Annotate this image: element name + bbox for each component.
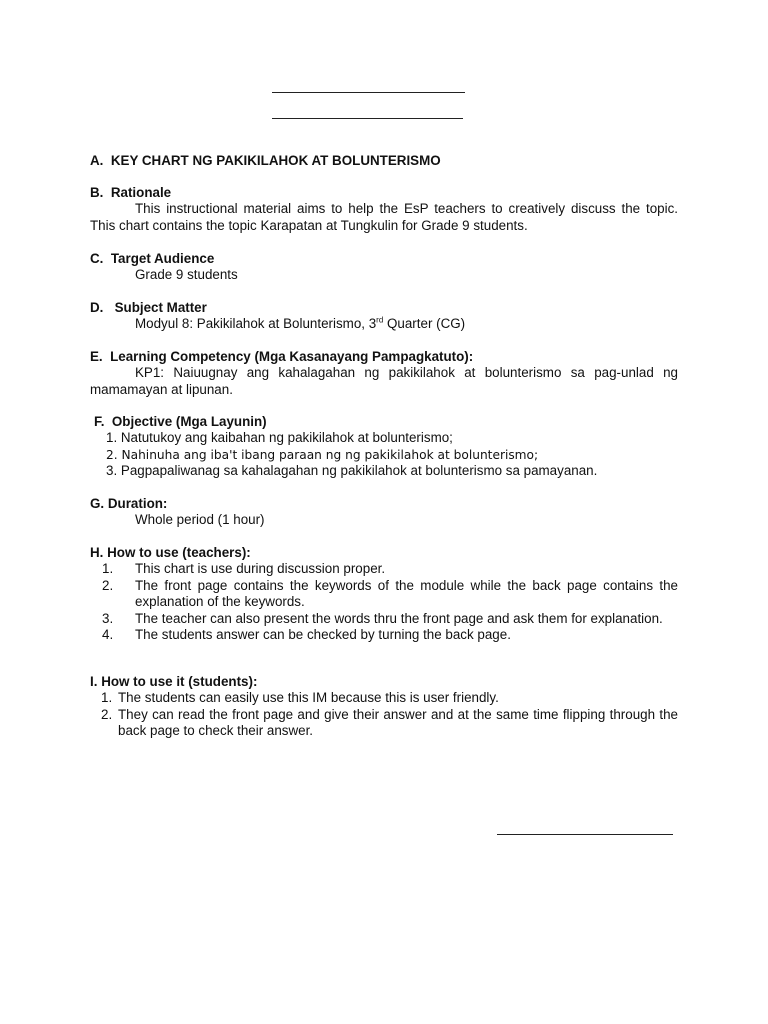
duration-text: Whole period (1 hour) (135, 512, 265, 528)
student-step-number: 2. (101, 706, 113, 722)
section-c-heading (90, 251, 678, 267)
section-h-title: How to use (teachers): (107, 545, 251, 560)
section-c-label: C. (90, 251, 104, 266)
teacher-step-number: 2. (102, 577, 114, 593)
objective-item-2: 2. Nahinuha ang iba't ibang paraan ng ng pakikilahok at bolunterismo; (106, 447, 539, 462)
section-e-title: Learning Competency (Mga Kasanayang Pampagkatuto): (110, 349, 474, 364)
section-b (90, 185, 678, 234)
ordinal-suffix: rd (376, 315, 384, 325)
blank-line-name (272, 92, 465, 93)
teacher-step-text: This chart is use during discussion proper. (135, 561, 386, 577)
section-f (90, 414, 678, 480)
section-a-heading (90, 153, 678, 169)
teacher-step (90, 561, 678, 577)
objective-item-3: 3. Pagpapaliwanag sa kahalagahan ng pakikilahok at bolunterismo sa pamayanan. (106, 463, 598, 479)
teacher-step-text: The teacher can also present the words thru the front page and ask them for explanation. (135, 610, 663, 626)
section-i-title: How to use it (students): (101, 674, 258, 689)
section-c (90, 251, 678, 284)
student-step (90, 707, 678, 740)
section-c-title: Target Audience (110, 251, 215, 266)
teacher-step-text: The students answer can be checked by turning the back page. (135, 627, 511, 643)
section-f-title: Objective (Mga Layunin) (111, 414, 267, 429)
subject-matter-main: Modyul 8: Pakikilahok at Bolunterismo, 3 (135, 316, 377, 332)
section-g-label: G. (90, 496, 105, 511)
section-a-label: A. (90, 153, 104, 168)
section-h-label: H. (90, 545, 104, 560)
section-h (90, 545, 678, 643)
section-d-title: Subject Matter (114, 300, 207, 315)
section-i-heading (90, 674, 678, 690)
teacher-step (90, 627, 678, 643)
section-d-heading (90, 300, 678, 316)
teacher-step (90, 611, 678, 627)
rationale-text: This instructional material aims to help the EsP teachers to creatively discuss the topic. This chart contains the topic Karapatan at Tungkulin for Grade 9 students. (90, 201, 678, 233)
learning-competency-text: KP1: Naiuugnay ang kahalagahan ng pakikilahok at bolunterismo sa pag-unlad ng mamamayan at lipunan. (90, 365, 678, 397)
teacher-step-number: 1. (102, 561, 114, 577)
student-step (90, 690, 678, 706)
section-g (90, 496, 678, 529)
section-i (90, 674, 678, 740)
subject-matter-text (90, 316, 678, 332)
teacher-step-text: The front page contains the keywords of the module while the back page contains the explanation of the keywords. (135, 577, 678, 610)
section-h-heading (90, 545, 678, 561)
objective-item-1: 1. Natutukoy ang kaibahan ng pakikilahok at bolunterismo; (106, 430, 453, 446)
section-e-heading (90, 349, 678, 365)
section-b-label: B. (90, 185, 104, 200)
section-d (90, 300, 678, 333)
subject-matter-quarter: Quarter (CG) (383, 316, 466, 332)
section-b-heading (90, 185, 678, 201)
blank-line-section (272, 118, 463, 119)
section-i-label: I. (90, 674, 98, 689)
section-f-heading (90, 414, 678, 430)
blank-line-signature (497, 834, 673, 835)
section-g-heading (90, 496, 678, 512)
target-audience-text: Grade 9 students (135, 267, 238, 283)
teacher-step (90, 578, 678, 611)
teacher-step-number: 4. (102, 627, 114, 643)
section-e-label: E. (90, 349, 103, 364)
section-e (90, 349, 678, 398)
section-d-label: D. (90, 300, 104, 315)
section-b-title: Rationale (110, 185, 172, 200)
student-step-text: The students can easily use this IM because this is user friendly. (118, 690, 499, 706)
teacher-step-number: 3. (102, 610, 114, 626)
section-g-title: Duration: (107, 496, 168, 511)
section-a-title: KEY CHART NG PAKIKILAHOK AT BOLUNTERISMO (110, 153, 441, 168)
student-step-text: They can read the front page and give their answer and at the same time flipping through the back page to check their answer. (118, 706, 678, 739)
section-f-label: F. (94, 414, 105, 429)
student-step-number: 1. (101, 690, 113, 706)
